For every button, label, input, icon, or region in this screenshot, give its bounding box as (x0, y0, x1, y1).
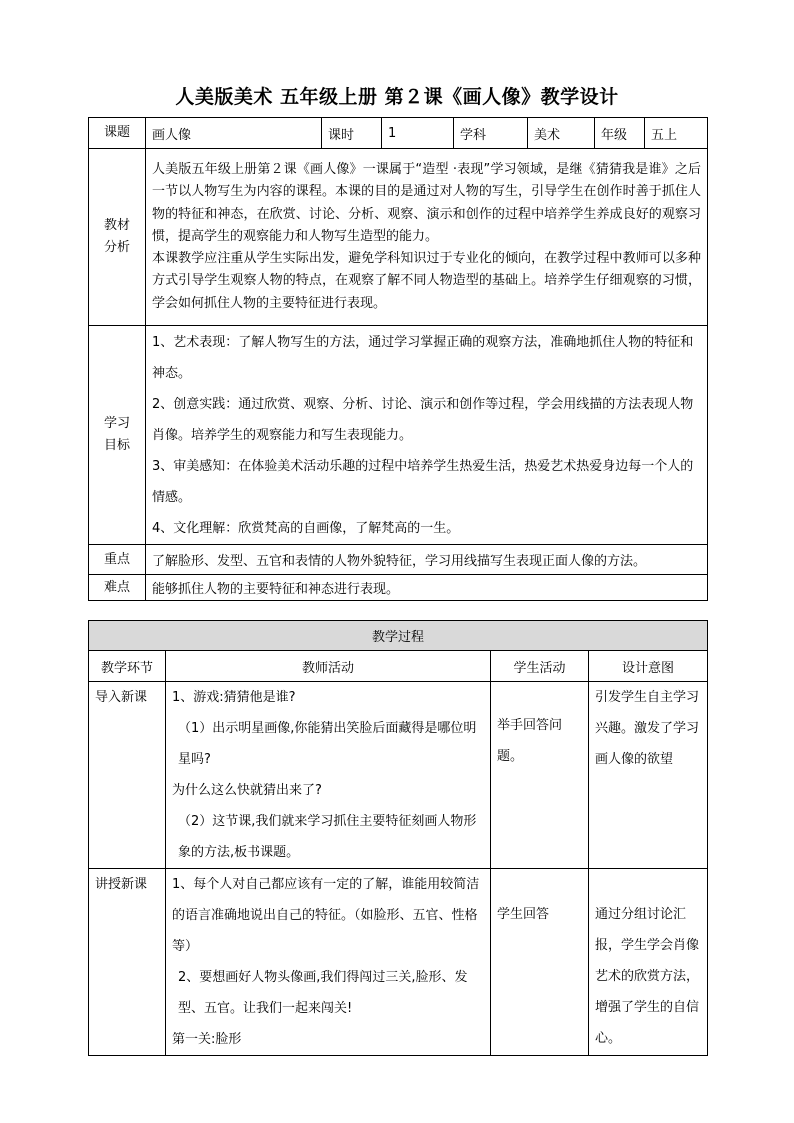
grade-value: 五上 (645, 118, 708, 149)
grade-label: 年级 (595, 118, 645, 149)
goals-label-line-1: 学习 (103, 416, 130, 431)
info-row-basic (89, 118, 708, 149)
student-activity-cell (491, 869, 589, 1056)
column-header-intent: 设计意图 (589, 651, 708, 682)
intent-text: 通过分组讨论汇报，学生学会肖像艺术的欣赏方法，增强了学生的自信心。 (595, 907, 700, 1046)
teacher-line: （1）出示明星画像,你能猜出笑脸后面藏得是哪位明星吗? (178, 721, 477, 767)
process-column-headers (89, 651, 708, 682)
lesson-label: 课题 (89, 118, 146, 149)
goal-item: 1、艺术表现：了解人物写生的方法，通过学习掌握正确的观察方法，准确地抓住人物的特征和神态。 (152, 334, 694, 381)
goals-label (89, 326, 146, 545)
hours-value: 1 (382, 118, 454, 149)
analysis-label-line-1: 教材 (103, 218, 130, 233)
column-header-teacher: 教师活动 (166, 651, 491, 682)
teaching-process-table (88, 620, 708, 1056)
teacher-activity-cell (166, 869, 491, 1056)
teacher-activity-cell (166, 682, 491, 869)
info-row-key (89, 545, 708, 575)
design-intent-cell (589, 869, 708, 1056)
analysis-paragraph-1: 人美版五年级上册第２课《画人像》一课属于“造型 ·表现”学习领域，是继《猜猜我是谁》之后一节以人物写生为内容的课程。本课的目的是通过对人物的写生，引导学生在创作时善于抓住人物的特征和神态，在欣赏、讨论、分析、观察、演示和创作的过程中培养学生养成良好的观察习惯，提高学生的观察能力和人物写生造型的能力。 (152, 161, 701, 244)
goal-item: 3、审美感知：在体验美术活动乐趣的过程中培养学生热爱生活，热爱艺术热爱身边每一个人的情感。 (152, 458, 694, 505)
student-text: 学生回答 (497, 907, 550, 922)
teacher-line: （2）这节课,我们就来学习抓住主要特征刻画人物形象的方法,板书课题。 (178, 814, 477, 860)
table-row (89, 869, 708, 1056)
design-intent-cell (589, 682, 708, 869)
student-activity-cell (491, 682, 589, 869)
goal-item: 4、文化理解：欣赏梵高的自画像，了解梵高的一生。 (152, 520, 460, 536)
teacher-line: 第一关:脸形 (172, 1032, 242, 1047)
subject-value: 美术 (528, 118, 595, 149)
goal-item: 2、创意实践：通过欣赏、观察、分析、讨论、演示和创作等过程，学会用线描的方法表现人物肖像。培养学生的观察能力和写生表现能力。 (152, 396, 694, 443)
info-row-goals (89, 326, 708, 545)
process-header-row (89, 621, 708, 651)
teacher-line: 2、要想画好人物头像画,我们得闯过三关,脸形、发型、五官。让我们一起来闯关! (178, 970, 468, 1016)
hours-label: 课时 (322, 118, 382, 149)
difficulty-value: 能够抓住人物的主要特征和神态进行表现。 (146, 575, 708, 601)
intent-text: 引发学生自主学习兴趣。激发了学习画人像的欲望 (595, 690, 700, 767)
student-text: 举手回答问题。 (497, 718, 563, 764)
teacher-line: 1、每个人对自己都应该有一定的了解，谁能用较简洁的语言准确地说出自己的特征。（如脸形、五官、性格等） (172, 877, 480, 954)
stage-text: 讲授新课 (95, 877, 148, 892)
key-value: 了解脸形、发型、五官和表情的人物外貌特征，学习用线描写生表现正面人像的方法。 (146, 545, 708, 575)
stage-text: 导入新课 (95, 690, 148, 705)
analysis-label-line-2: 分析 (103, 240, 130, 255)
goals-label-line-2: 目标 (103, 438, 130, 453)
key-label: 重点 (89, 545, 146, 575)
column-header-stage: 教学环节 (89, 651, 166, 682)
info-row-difficulty (89, 575, 708, 601)
lesson-info-table (88, 117, 708, 601)
goals-content (146, 326, 708, 545)
analysis-content (146, 149, 708, 326)
stage-cell (89, 869, 166, 1056)
subject-label: 学科 (454, 118, 528, 149)
info-row-analysis (89, 149, 708, 326)
teacher-line: 为什么这么快就猜出来了? (172, 783, 322, 798)
stage-cell (89, 682, 166, 869)
process-header: 教学过程 (89, 621, 708, 651)
difficulty-label: 难点 (89, 575, 146, 601)
analysis-paragraph-2: 本课教学应注重从学生实际出发，避免学科知识过于专业化的倾向，在教学过程中教师可以多种方式引导学生观察人物的特点，在观察了解不同人物造型的基础上。培养学生仔细观察的习惯，学会如何抓住人物的主要特征进行表现。 (152, 251, 701, 311)
analysis-label (89, 149, 146, 326)
column-header-student: 学生活动 (491, 651, 589, 682)
table-row (89, 682, 708, 869)
lesson-value: 画人像 (146, 118, 322, 149)
teacher-line: 1、游戏:猜猜他是谁? (172, 690, 296, 705)
document-title: 人美版美术 五年级上册 第２课《画人像》教学设计 (175, 86, 619, 108)
